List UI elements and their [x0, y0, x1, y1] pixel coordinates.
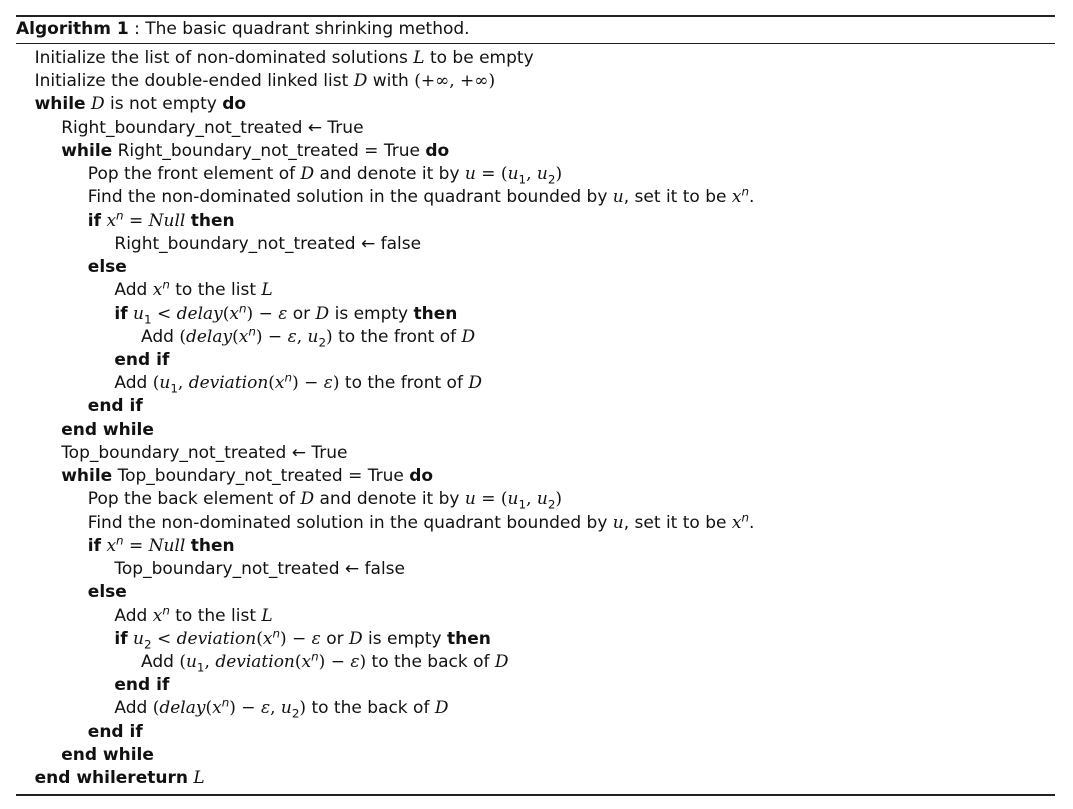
- line-text: or: [287, 303, 316, 324]
- algorithm-line: [87, 509, 755, 535]
- line-text: or: [320, 628, 349, 649]
- top-rule: [16, 15, 1055, 17]
- algorithm-line: [114, 628, 490, 651]
- bottom-rule: [16, 794, 1055, 796]
- line-text: <: [151, 628, 177, 649]
- algorithm-line: [61, 140, 449, 163]
- line-text: (: [152, 698, 160, 719]
- line-text: ) −: [279, 628, 312, 649]
- line-text: x: [301, 651, 312, 672]
- keyword: end whilereturn: [34, 768, 188, 789]
- algorithm-line: [114, 300, 458, 326]
- line-text: ε: [278, 303, 288, 324]
- algorithm-line: [114, 674, 169, 697]
- line-text: and denote it by: [314, 164, 465, 185]
- line-text: u: [612, 512, 624, 533]
- keyword: end while: [61, 419, 154, 440]
- line-text: =: [123, 210, 149, 231]
- line-text: 2: [547, 497, 556, 512]
- keyword: if: [87, 210, 102, 231]
- keyword: do: [222, 94, 247, 115]
- line-text: ): [326, 326, 333, 347]
- line-text: u: [307, 326, 319, 347]
- algorithm-line: [61, 744, 154, 767]
- line-text: u: [612, 187, 624, 208]
- line-text: L: [261, 605, 273, 626]
- line-text: to be empty: [424, 48, 534, 68]
- line-text: ) −: [255, 326, 288, 347]
- line-text: D: [349, 628, 363, 649]
- caption-rule: [16, 43, 1055, 44]
- line-text: x: [152, 280, 163, 301]
- line-text: ): [555, 164, 563, 185]
- keyword: if: [87, 535, 102, 556]
- line-text: , set it to be: [623, 187, 732, 208]
- line-text: x: [212, 698, 222, 719]
- line-text: L: [261, 280, 273, 301]
- keyword: else: [87, 257, 127, 278]
- line-text: Pop the front element of: [87, 164, 301, 185]
- line-text: ) −: [318, 651, 351, 672]
- line-text: deviation: [215, 651, 295, 672]
- line-text: u: [464, 489, 476, 510]
- algorithm-block: [16, 15, 1055, 796]
- line-text: 2: [291, 706, 300, 721]
- keyword: do: [425, 140, 450, 161]
- line-text: is empty: [329, 303, 414, 324]
- line-text: ,: [177, 373, 189, 394]
- line-text: = (: [475, 164, 508, 185]
- algorithm-line: [114, 372, 482, 395]
- algorithm-line: [114, 279, 272, 302]
- line-text: ): [555, 489, 563, 510]
- line-text: ) −: [229, 698, 261, 719]
- algorithm-line: [114, 558, 405, 581]
- line-text: 2: [547, 172, 556, 187]
- line-text: ε: [350, 651, 360, 672]
- line-text: D: [494, 651, 509, 672]
- algorithm-caption: [16, 19, 470, 39]
- line-text: 2: [318, 335, 327, 350]
- line-text: (: [294, 651, 302, 672]
- algorithm-line: [88, 256, 127, 279]
- line-text: Pop the back element of: [87, 489, 301, 510]
- algorithm-line: [114, 697, 448, 720]
- keyword: if: [114, 303, 128, 324]
- line-text: n: [311, 649, 319, 664]
- line-text: n: [272, 626, 280, 641]
- line-text: x: [106, 210, 117, 231]
- algorithm-line: [88, 488, 562, 511]
- line-text: u: [133, 628, 144, 649]
- line-text: u: [133, 303, 144, 324]
- line-text: 1: [170, 381, 178, 396]
- line-text: D: [300, 489, 315, 510]
- line-text: D: [434, 698, 449, 719]
- line-text: to the list: [169, 605, 262, 626]
- line-text: Add: [141, 651, 180, 672]
- algorithm-line: [88, 395, 143, 418]
- line-text: Top_boundary_not_treated ← True: [61, 442, 348, 463]
- line-text: u: [280, 698, 292, 719]
- algorithm-title: : The basic quadrant shrinking method.: [128, 19, 470, 39]
- line-text: D: [353, 71, 368, 92]
- line-text: (: [256, 628, 263, 649]
- algorithm-line: [88, 535, 235, 558]
- line-text: x: [274, 373, 285, 394]
- line-text: D: [91, 94, 105, 115]
- keyword: while: [61, 140, 113, 161]
- line-text: u: [507, 489, 519, 510]
- line-text: ): [359, 651, 367, 672]
- keyword: then: [413, 303, 458, 324]
- line-text: to the front of: [339, 373, 469, 394]
- algorithm-line: [87, 207, 235, 233]
- line-text: and denote it by: [314, 489, 465, 510]
- line-text: ,: [526, 164, 537, 185]
- line-text: n: [162, 277, 170, 292]
- line-text: Right_boundary_not_treated ← True: [61, 117, 364, 138]
- line-text: (: [268, 373, 275, 394]
- keyword: do: [409, 466, 434, 487]
- keyword: else: [87, 582, 127, 603]
- line-text: (: [152, 373, 160, 394]
- line-text: 1: [143, 311, 152, 326]
- line-text: Initialize the list of non-dominated solutions: [34, 48, 414, 68]
- line-text: Right_boundary_not_treated ← false: [114, 233, 422, 254]
- line-text: is empty: [362, 628, 447, 649]
- line-text: D: [315, 303, 330, 324]
- line-text: ,: [204, 651, 216, 672]
- algorithm-line: [35, 70, 496, 93]
- line-text: u: [536, 489, 548, 510]
- line-text: Add: [114, 698, 153, 719]
- line-text: n: [284, 370, 293, 385]
- line-text: n: [221, 695, 230, 710]
- line-text: Null: [148, 210, 186, 231]
- line-text: delay: [176, 303, 223, 324]
- keyword: end if: [87, 721, 143, 742]
- line-text: .: [749, 512, 755, 533]
- line-text: ): [332, 373, 340, 394]
- algorithm-line: [88, 581, 127, 604]
- line-text: 1: [518, 172, 527, 187]
- line-text: u: [159, 373, 171, 394]
- line-text: L: [193, 768, 205, 789]
- algorithm-line: [35, 47, 534, 70]
- line-text: Add: [114, 280, 153, 301]
- keyword: while: [61, 466, 113, 487]
- line-text: x: [152, 605, 163, 626]
- line-text: Add: [141, 326, 180, 347]
- line-text: <: [151, 303, 177, 324]
- line-text: x: [731, 187, 742, 208]
- line-text: with: [367, 71, 415, 92]
- keyword: then: [446, 628, 491, 649]
- line-text: 1: [518, 497, 527, 512]
- keyword: then: [190, 535, 235, 556]
- line-text: x: [229, 303, 239, 324]
- line-text: Right_boundary_not_treated = True: [112, 140, 426, 161]
- line-text: Null: [148, 535, 186, 556]
- algorithm-line: [141, 326, 475, 349]
- line-text: to the back of: [306, 698, 435, 719]
- line-text: deviation: [176, 628, 257, 649]
- algorithm-line: [88, 186, 755, 209]
- line-text: 2: [143, 637, 152, 652]
- line-text: L: [413, 48, 425, 68]
- line-text: ,: [526, 489, 537, 510]
- line-text: u: [464, 164, 476, 185]
- algorithm-line: [114, 233, 421, 256]
- algorithm-line: [114, 602, 273, 628]
- line-text: ) −: [246, 303, 279, 324]
- keyword: end while: [61, 744, 154, 765]
- line-text: = (: [475, 489, 508, 510]
- line-text: ε: [260, 698, 271, 719]
- line-text: n: [162, 602, 170, 617]
- line-text: ) −: [292, 373, 324, 394]
- line-text: ε: [323, 373, 333, 394]
- algorithm-line: [61, 465, 433, 488]
- line-text: D: [461, 326, 476, 347]
- line-text: D: [468, 373, 482, 394]
- line-text: x: [262, 628, 273, 649]
- line-text: n: [248, 324, 256, 339]
- line-text: Add: [114, 373, 153, 394]
- line-text: ,: [296, 326, 308, 347]
- line-text: ,: [270, 698, 281, 719]
- line-text: 1: [196, 660, 205, 675]
- line-text: x: [731, 512, 742, 533]
- line-text: delay: [185, 326, 233, 347]
- line-text: Find the non-dominated solution in the quadrant bounded by: [87, 512, 613, 533]
- algorithm-line: [141, 651, 509, 674]
- keyword: end if: [114, 675, 170, 696]
- line-text: ε: [287, 326, 297, 347]
- algorithm-line: [88, 163, 562, 186]
- line-text: ε: [311, 628, 321, 649]
- keyword: end if: [114, 349, 170, 370]
- line-text: n: [741, 509, 749, 524]
- algorithm-line: [61, 419, 154, 442]
- line-text: Top_boundary_not_treated ← false: [114, 559, 405, 580]
- line-text: Find the non-dominated solution in the quadrant bounded by: [87, 187, 613, 208]
- keyword: if: [114, 628, 128, 649]
- line-text: to the front of: [332, 326, 462, 347]
- line-text: delay: [159, 698, 206, 719]
- line-text: n: [741, 184, 749, 199]
- line-text: n: [238, 300, 247, 315]
- line-text: (: [179, 651, 186, 672]
- keyword: end if: [87, 396, 143, 417]
- line-text: ): [299, 698, 307, 719]
- line-text: Add: [114, 605, 153, 626]
- line-text: to the back of: [366, 651, 495, 672]
- line-text: .: [749, 187, 755, 208]
- line-text: to the list: [169, 280, 262, 301]
- line-text: n: [116, 533, 124, 548]
- line-text: Initialize the double-ended linked list: [34, 71, 354, 92]
- line-text: (: [205, 698, 213, 719]
- algorithm-line: [61, 442, 347, 465]
- line-text: (: [222, 303, 230, 324]
- keyword: while: [34, 94, 86, 115]
- line-text: x: [238, 326, 249, 347]
- line-text: D: [300, 164, 315, 185]
- algorithm-line: [35, 767, 205, 790]
- algorithm-line: [61, 117, 363, 140]
- algorithm-label: Algorithm 1: [16, 19, 129, 39]
- line-text: =: [123, 535, 149, 556]
- line-text: , set it to be: [623, 512, 732, 533]
- line-text: Top_boundary_not_treated = True: [112, 466, 410, 487]
- line-text: u: [507, 164, 519, 185]
- line-text: (+∞, +∞): [414, 71, 496, 92]
- line-text: (: [179, 326, 186, 347]
- algorithm-line: [35, 93, 246, 116]
- line-text: x: [106, 535, 117, 556]
- line-text: u: [536, 164, 548, 185]
- keyword: then: [190, 210, 235, 231]
- line-text: (: [232, 326, 239, 347]
- line-text: deviation: [188, 373, 269, 394]
- line-text: n: [116, 207, 124, 222]
- line-text: is not empty: [104, 94, 223, 115]
- algorithm-line: [88, 721, 143, 744]
- algorithm-line: [114, 349, 169, 372]
- line-text: u: [185, 651, 197, 672]
